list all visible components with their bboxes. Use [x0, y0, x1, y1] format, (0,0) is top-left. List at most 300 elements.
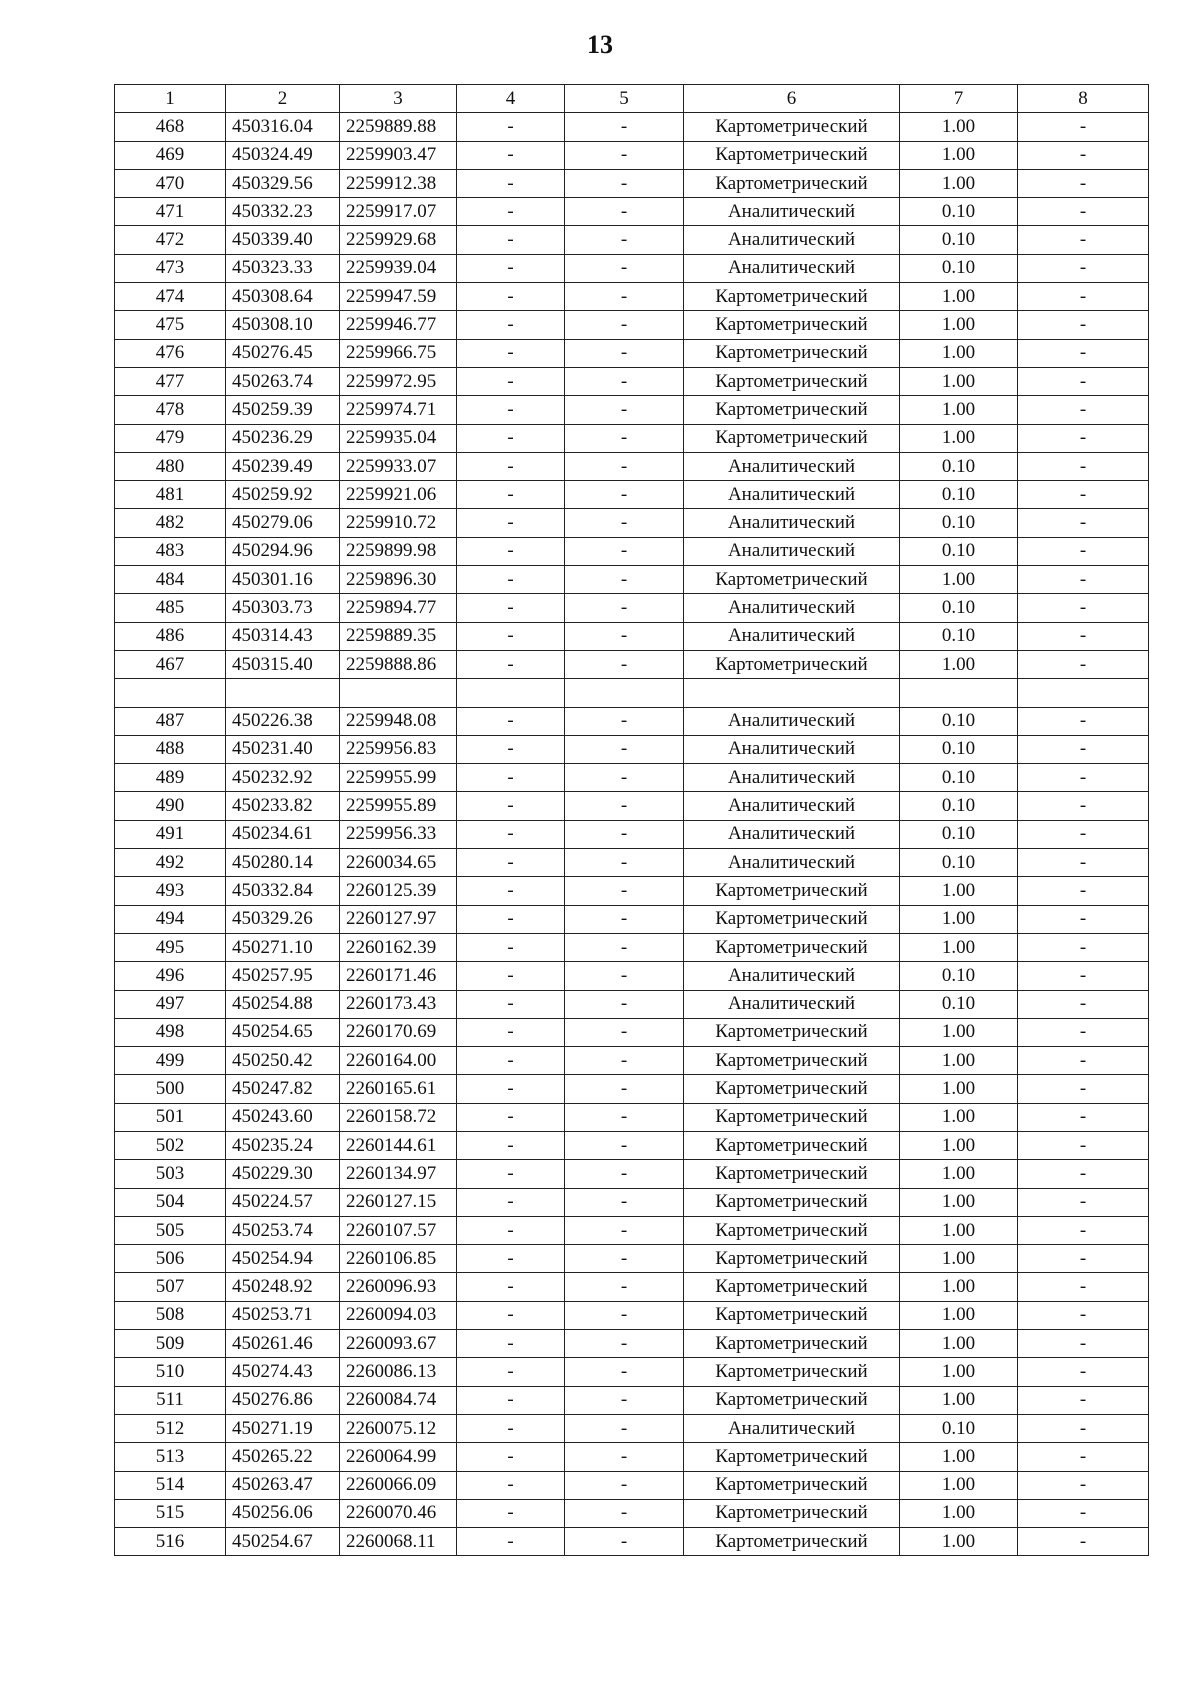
- column-8-cell: -: [1018, 509, 1149, 537]
- column-4-cell: -: [457, 990, 565, 1018]
- x-coordinate-cell: 450256.06: [226, 1499, 340, 1527]
- column-4-cell: -: [457, 1528, 565, 1556]
- x-coordinate-cell: 450257.95: [226, 962, 340, 990]
- y-coordinate-cell: 2260164.00: [340, 1047, 457, 1075]
- x-coordinate-cell: 450229.30: [226, 1160, 340, 1188]
- method-cell: Картометрический: [684, 1528, 900, 1556]
- column-4-cell: -: [457, 509, 565, 537]
- column-5-cell: -: [565, 990, 684, 1018]
- y-coordinate-cell: 2259948.08: [340, 707, 457, 735]
- method-cell: Картометрический: [684, 396, 900, 424]
- accuracy-cell: 1.00: [900, 1075, 1018, 1103]
- point-number-cell: 503: [115, 1160, 226, 1188]
- accuracy-cell: 1.00: [900, 1330, 1018, 1358]
- method-cell: Картометрический: [684, 1047, 900, 1075]
- method-cell: Картометрический: [684, 283, 900, 311]
- point-number-cell: 492: [115, 849, 226, 877]
- method-cell: Аналитический: [684, 594, 900, 622]
- table-row: [115, 113, 1149, 141]
- column-4-cell: -: [457, 1358, 565, 1386]
- x-coordinate-cell: 450308.10: [226, 311, 340, 339]
- method-cell: Картометрический: [684, 339, 900, 367]
- point-number-cell: 475: [115, 311, 226, 339]
- method-cell: Картометрический: [684, 1301, 900, 1329]
- column-5-cell: -: [565, 198, 684, 226]
- y-coordinate-cell: 2260066.09: [340, 1471, 457, 1499]
- y-coordinate-cell: 2259935.04: [340, 424, 457, 452]
- table-row: [115, 452, 1149, 480]
- column-8-cell: -: [1018, 311, 1149, 339]
- x-coordinate-cell: 450224.57: [226, 1188, 340, 1216]
- x-coordinate-cell: 450233.82: [226, 792, 340, 820]
- column-4-cell: -: [457, 650, 565, 678]
- method-cell: Картометрический: [684, 905, 900, 933]
- method-cell: Картометрический: [684, 1216, 900, 1244]
- accuracy-cell: 0.10: [900, 452, 1018, 480]
- column-8-cell: -: [1018, 1018, 1149, 1046]
- column-5-cell: -: [565, 226, 684, 254]
- column-8-cell: -: [1018, 1273, 1149, 1301]
- table-row: [115, 424, 1149, 452]
- x-coordinate-cell: 450263.74: [226, 367, 340, 395]
- point-number-cell: 486: [115, 622, 226, 650]
- column-8-cell: -: [1018, 254, 1149, 282]
- point-number-cell: 511: [115, 1386, 226, 1414]
- point-number-cell: 498: [115, 1018, 226, 1046]
- accuracy-cell: 1.00: [900, 1103, 1018, 1131]
- table-row: [115, 198, 1149, 226]
- table-row: [115, 849, 1149, 877]
- method-cell: Аналитический: [684, 254, 900, 282]
- column-4-cell: -: [457, 396, 565, 424]
- table-row: [115, 1018, 1149, 1046]
- accuracy-cell: 1.00: [900, 424, 1018, 452]
- column-8-cell: -: [1018, 113, 1149, 141]
- x-coordinate-cell: 450316.04: [226, 113, 340, 141]
- x-coordinate-cell: 450232.92: [226, 764, 340, 792]
- column-4-cell: -: [457, 1103, 565, 1131]
- accuracy-cell: 0.10: [900, 849, 1018, 877]
- x-coordinate-cell: 450239.49: [226, 452, 340, 480]
- table-row: [115, 1414, 1149, 1442]
- x-coordinate-cell: 450261.46: [226, 1330, 340, 1358]
- method-cell: Аналитический: [684, 849, 900, 877]
- y-coordinate-cell: 2260144.61: [340, 1131, 457, 1159]
- accuracy-cell: 0.10: [900, 198, 1018, 226]
- column-5-cell: -: [565, 594, 684, 622]
- y-coordinate-cell: 2260170.69: [340, 1018, 457, 1046]
- accuracy-cell: 1.00: [900, 933, 1018, 961]
- point-number-cell: 500: [115, 1075, 226, 1103]
- method-cell: Картометрический: [684, 1075, 900, 1103]
- point-number-cell: 480: [115, 452, 226, 480]
- y-coordinate-cell: 2259955.99: [340, 764, 457, 792]
- column-8-cell: -: [1018, 792, 1149, 820]
- x-coordinate-cell: 450332.23: [226, 198, 340, 226]
- accuracy-cell: [900, 679, 1018, 707]
- point-number-cell: 471: [115, 198, 226, 226]
- column-5-cell: -: [565, 141, 684, 169]
- column-8-cell: -: [1018, 764, 1149, 792]
- table-row: [115, 1103, 1149, 1131]
- column-5-cell: -: [565, 1443, 684, 1471]
- x-coordinate-cell: 450235.24: [226, 1131, 340, 1159]
- column-4-cell: -: [457, 764, 565, 792]
- column-4-cell: -: [457, 622, 565, 650]
- point-number-cell: 472: [115, 226, 226, 254]
- table-row: [115, 594, 1149, 622]
- point-number-cell: 487: [115, 707, 226, 735]
- column-8-cell: -: [1018, 1330, 1149, 1358]
- column-4-cell: -: [457, 933, 565, 961]
- x-coordinate-cell: 450250.42: [226, 1047, 340, 1075]
- column-8-cell: -: [1018, 367, 1149, 395]
- method-cell: Картометрический: [684, 311, 900, 339]
- table-row: [115, 1499, 1149, 1527]
- column-5-cell: -: [565, 1160, 684, 1188]
- method-cell: Аналитический: [684, 792, 900, 820]
- point-number-cell: 514: [115, 1471, 226, 1499]
- point-number-cell: 467: [115, 650, 226, 678]
- point-number-cell: 476: [115, 339, 226, 367]
- column-5-cell: -: [565, 877, 684, 905]
- table-row: [115, 622, 1149, 650]
- column-4-cell: -: [457, 1216, 565, 1244]
- y-coordinate-cell: 2260134.97: [340, 1160, 457, 1188]
- point-number-cell: 494: [115, 905, 226, 933]
- column-5-cell: -: [565, 1273, 684, 1301]
- column-8-cell: -: [1018, 1188, 1149, 1216]
- accuracy-cell: 1.00: [900, 1273, 1018, 1301]
- column-5-cell: -: [565, 452, 684, 480]
- x-coordinate-cell: 450294.96: [226, 537, 340, 565]
- point-number-cell: 488: [115, 735, 226, 763]
- column-4-cell: -: [457, 1047, 565, 1075]
- accuracy-cell: 0.10: [900, 481, 1018, 509]
- x-coordinate-cell: 450243.60: [226, 1103, 340, 1131]
- column-5-cell: -: [565, 933, 684, 961]
- column-header-2: 2: [226, 85, 340, 113]
- accuracy-cell: 1.00: [900, 877, 1018, 905]
- accuracy-cell: 0.10: [900, 735, 1018, 763]
- x-coordinate-cell: 450265.22: [226, 1443, 340, 1471]
- column-4-cell: -: [457, 1471, 565, 1499]
- method-cell: Картометрический: [684, 1499, 900, 1527]
- x-coordinate-cell: 450303.73: [226, 594, 340, 622]
- x-coordinate-cell: 450234.61: [226, 820, 340, 848]
- accuracy-cell: 1.00: [900, 1528, 1018, 1556]
- column-4-cell: -: [457, 1245, 565, 1273]
- table-row: [115, 141, 1149, 169]
- column-4-cell: -: [457, 226, 565, 254]
- column-4-cell: -: [457, 1018, 565, 1046]
- accuracy-cell: 1.00: [900, 1301, 1018, 1329]
- table-row: [115, 792, 1149, 820]
- accuracy-cell: 1.00: [900, 1443, 1018, 1471]
- column-8-cell: -: [1018, 990, 1149, 1018]
- table-row: [115, 764, 1149, 792]
- y-coordinate-cell: [340, 679, 457, 707]
- column-4-cell: -: [457, 537, 565, 565]
- column-4-cell: -: [457, 452, 565, 480]
- method-cell: Аналитический: [684, 1414, 900, 1442]
- accuracy-cell: 1.00: [900, 283, 1018, 311]
- column-header-3: 3: [340, 85, 457, 113]
- table-row: [115, 509, 1149, 537]
- method-cell: Аналитический: [684, 452, 900, 480]
- column-4-cell: -: [457, 594, 565, 622]
- table-row: [115, 1273, 1149, 1301]
- column-8-cell: -: [1018, 537, 1149, 565]
- column-4-cell: -: [457, 1188, 565, 1216]
- accuracy-cell: 1.00: [900, 1018, 1018, 1046]
- table-row: [115, 169, 1149, 197]
- point-number-cell: 473: [115, 254, 226, 282]
- column-5-cell: -: [565, 1471, 684, 1499]
- column-8-cell: -: [1018, 933, 1149, 961]
- column-5-cell: -: [565, 820, 684, 848]
- table-row: [115, 1188, 1149, 1216]
- column-8-cell: -: [1018, 1160, 1149, 1188]
- column-header-8: 8: [1018, 85, 1149, 113]
- y-coordinate-cell: 2260127.97: [340, 905, 457, 933]
- method-cell: Аналитический: [684, 707, 900, 735]
- y-coordinate-cell: 2260162.39: [340, 933, 457, 961]
- accuracy-cell: 1.00: [900, 113, 1018, 141]
- accuracy-cell: 1.00: [900, 1216, 1018, 1244]
- y-coordinate-cell: 2259956.83: [340, 735, 457, 763]
- x-coordinate-cell: 450274.43: [226, 1358, 340, 1386]
- column-5-cell: -: [565, 1499, 684, 1527]
- point-number-cell: 477: [115, 367, 226, 395]
- column-5-cell: -: [565, 1330, 684, 1358]
- column-5-cell: -: [565, 113, 684, 141]
- column-8-cell: -: [1018, 1499, 1149, 1527]
- column-5-cell: -: [565, 1047, 684, 1075]
- method-cell: Картометрический: [684, 1131, 900, 1159]
- x-coordinate-cell: 450301.16: [226, 566, 340, 594]
- accuracy-cell: 0.10: [900, 962, 1018, 990]
- table-row: [115, 877, 1149, 905]
- column-8-cell: -: [1018, 1075, 1149, 1103]
- point-number-cell: 469: [115, 141, 226, 169]
- table-row: [115, 1131, 1149, 1159]
- table-row: [115, 1075, 1149, 1103]
- column-8-cell: -: [1018, 1103, 1149, 1131]
- column-8-cell: -: [1018, 1358, 1149, 1386]
- column-5-cell: [565, 679, 684, 707]
- column-4-cell: [457, 679, 565, 707]
- point-number-cell: 479: [115, 424, 226, 452]
- x-coordinate-cell: 450308.64: [226, 283, 340, 311]
- table-row: [115, 311, 1149, 339]
- method-cell: Картометрический: [684, 1018, 900, 1046]
- y-coordinate-cell: 2259912.38: [340, 169, 457, 197]
- column-4-cell: -: [457, 962, 565, 990]
- accuracy-cell: 0.10: [900, 990, 1018, 1018]
- point-number-cell: 482: [115, 509, 226, 537]
- accuracy-cell: 1.00: [900, 311, 1018, 339]
- column-5-cell: -: [565, 566, 684, 594]
- column-4-cell: -: [457, 113, 565, 141]
- y-coordinate-cell: 2259929.68: [340, 226, 457, 254]
- point-number-cell: 513: [115, 1443, 226, 1471]
- accuracy-cell: 0.10: [900, 820, 1018, 848]
- y-coordinate-cell: 2259955.89: [340, 792, 457, 820]
- column-4-cell: -: [457, 1273, 565, 1301]
- column-5-cell: -: [565, 707, 684, 735]
- column-4-cell: -: [457, 1330, 565, 1358]
- column-header-6: 6: [684, 85, 900, 113]
- accuracy-cell: 1.00: [900, 566, 1018, 594]
- point-number-cell: 483: [115, 537, 226, 565]
- accuracy-cell: 0.10: [900, 226, 1018, 254]
- y-coordinate-cell: 2259946.77: [340, 311, 457, 339]
- method-cell: Картометрический: [684, 1245, 900, 1273]
- accuracy-cell: 0.10: [900, 707, 1018, 735]
- accuracy-cell: 1.00: [900, 1131, 1018, 1159]
- table-row: [115, 226, 1149, 254]
- column-header-5: 5: [565, 85, 684, 113]
- column-5-cell: -: [565, 792, 684, 820]
- column-8-cell: -: [1018, 169, 1149, 197]
- y-coordinate-cell: 2260096.93: [340, 1273, 457, 1301]
- point-number-cell: 495: [115, 933, 226, 961]
- point-number-cell: 507: [115, 1273, 226, 1301]
- point-number-cell: 491: [115, 820, 226, 848]
- point-number-cell: 497: [115, 990, 226, 1018]
- column-8-cell: -: [1018, 481, 1149, 509]
- table-row: [115, 1386, 1149, 1414]
- column-5-cell: -: [565, 1358, 684, 1386]
- column-8-cell: -: [1018, 1471, 1149, 1499]
- accuracy-cell: 1.00: [900, 1245, 1018, 1273]
- y-coordinate-cell: 2260034.65: [340, 849, 457, 877]
- table-row: [115, 1216, 1149, 1244]
- coordinates-table: [114, 84, 1149, 1556]
- column-header-4: 4: [457, 85, 565, 113]
- accuracy-cell: 0.10: [900, 537, 1018, 565]
- method-cell: Картометрический: [684, 169, 900, 197]
- y-coordinate-cell: 2259956.33: [340, 820, 457, 848]
- column-4-cell: -: [457, 820, 565, 848]
- table-row: [115, 396, 1149, 424]
- column-4-cell: -: [457, 849, 565, 877]
- column-8-cell: -: [1018, 1216, 1149, 1244]
- column-4-cell: -: [457, 339, 565, 367]
- column-5-cell: -: [565, 650, 684, 678]
- y-coordinate-cell: 2259972.95: [340, 367, 457, 395]
- column-8-cell: -: [1018, 820, 1149, 848]
- point-number-cell: 496: [115, 962, 226, 990]
- table-row: [115, 933, 1149, 961]
- y-coordinate-cell: 2260064.99: [340, 1443, 457, 1471]
- column-5-cell: -: [565, 169, 684, 197]
- y-coordinate-cell: 2259899.98: [340, 537, 457, 565]
- x-coordinate-cell: 450279.06: [226, 509, 340, 537]
- x-coordinate-cell: 450276.45: [226, 339, 340, 367]
- point-number-cell: 508: [115, 1301, 226, 1329]
- y-coordinate-cell: 2260094.03: [340, 1301, 457, 1329]
- point-number-cell: 493: [115, 877, 226, 905]
- table-row: [115, 367, 1149, 395]
- x-coordinate-cell: 450324.49: [226, 141, 340, 169]
- method-cell: Картометрический: [684, 650, 900, 678]
- column-8-cell: -: [1018, 1245, 1149, 1273]
- column-8-cell: -: [1018, 962, 1149, 990]
- column-4-cell: -: [457, 1443, 565, 1471]
- y-coordinate-cell: 2259888.86: [340, 650, 457, 678]
- accuracy-cell: 1.00: [900, 367, 1018, 395]
- y-coordinate-cell: 2260107.57: [340, 1216, 457, 1244]
- point-number-cell: 474: [115, 283, 226, 311]
- y-coordinate-cell: 2260127.15: [340, 1188, 457, 1216]
- column-8-cell: -: [1018, 396, 1149, 424]
- column-8-cell: -: [1018, 877, 1149, 905]
- column-8-cell: -: [1018, 1131, 1149, 1159]
- method-cell: Аналитический: [684, 962, 900, 990]
- x-coordinate-cell: 450271.19: [226, 1414, 340, 1442]
- column-5-cell: -: [565, 1414, 684, 1442]
- column-4-cell: -: [457, 481, 565, 509]
- method-cell: Картометрический: [684, 424, 900, 452]
- column-8-cell: -: [1018, 622, 1149, 650]
- accuracy-cell: 0.10: [900, 509, 1018, 537]
- accuracy-cell: 0.10: [900, 764, 1018, 792]
- column-5-cell: -: [565, 1131, 684, 1159]
- y-coordinate-cell: 2259903.47: [340, 141, 457, 169]
- column-5-cell: -: [565, 905, 684, 933]
- column-5-cell: -: [565, 1188, 684, 1216]
- column-4-cell: -: [457, 1301, 565, 1329]
- column-5-cell: -: [565, 254, 684, 282]
- table-body: [115, 113, 1149, 1556]
- column-4-cell: -: [457, 905, 565, 933]
- y-coordinate-cell: 2259974.71: [340, 396, 457, 424]
- column-8-cell: -: [1018, 905, 1149, 933]
- column-5-cell: -: [565, 424, 684, 452]
- column-8-cell: -: [1018, 1414, 1149, 1442]
- method-cell: Картометрический: [684, 1358, 900, 1386]
- x-coordinate-cell: 450323.33: [226, 254, 340, 282]
- table-row: [115, 735, 1149, 763]
- method-cell: Картометрический: [684, 367, 900, 395]
- method-cell: Аналитический: [684, 537, 900, 565]
- table-row: [115, 254, 1149, 282]
- table-header-row: [115, 85, 1149, 113]
- accuracy-cell: 1.00: [900, 1358, 1018, 1386]
- x-coordinate-cell: 450271.10: [226, 933, 340, 961]
- y-coordinate-cell: 2260093.67: [340, 1330, 457, 1358]
- column-4-cell: -: [457, 1160, 565, 1188]
- accuracy-cell: 1.00: [900, 339, 1018, 367]
- column-8-cell: -: [1018, 1443, 1149, 1471]
- column-4-cell: -: [457, 311, 565, 339]
- method-cell: Аналитический: [684, 990, 900, 1018]
- y-coordinate-cell: 2259947.59: [340, 283, 457, 311]
- column-4-cell: -: [457, 1499, 565, 1527]
- column-4-cell: -: [457, 707, 565, 735]
- point-number-cell: 516: [115, 1528, 226, 1556]
- point-number-cell: 504: [115, 1188, 226, 1216]
- method-cell: Аналитический: [684, 198, 900, 226]
- column-header-1: 1: [115, 85, 226, 113]
- table-row: [115, 481, 1149, 509]
- column-8-cell: -: [1018, 424, 1149, 452]
- accuracy-cell: 1.00: [900, 1471, 1018, 1499]
- column-5-cell: -: [565, 509, 684, 537]
- column-5-cell: -: [565, 1386, 684, 1414]
